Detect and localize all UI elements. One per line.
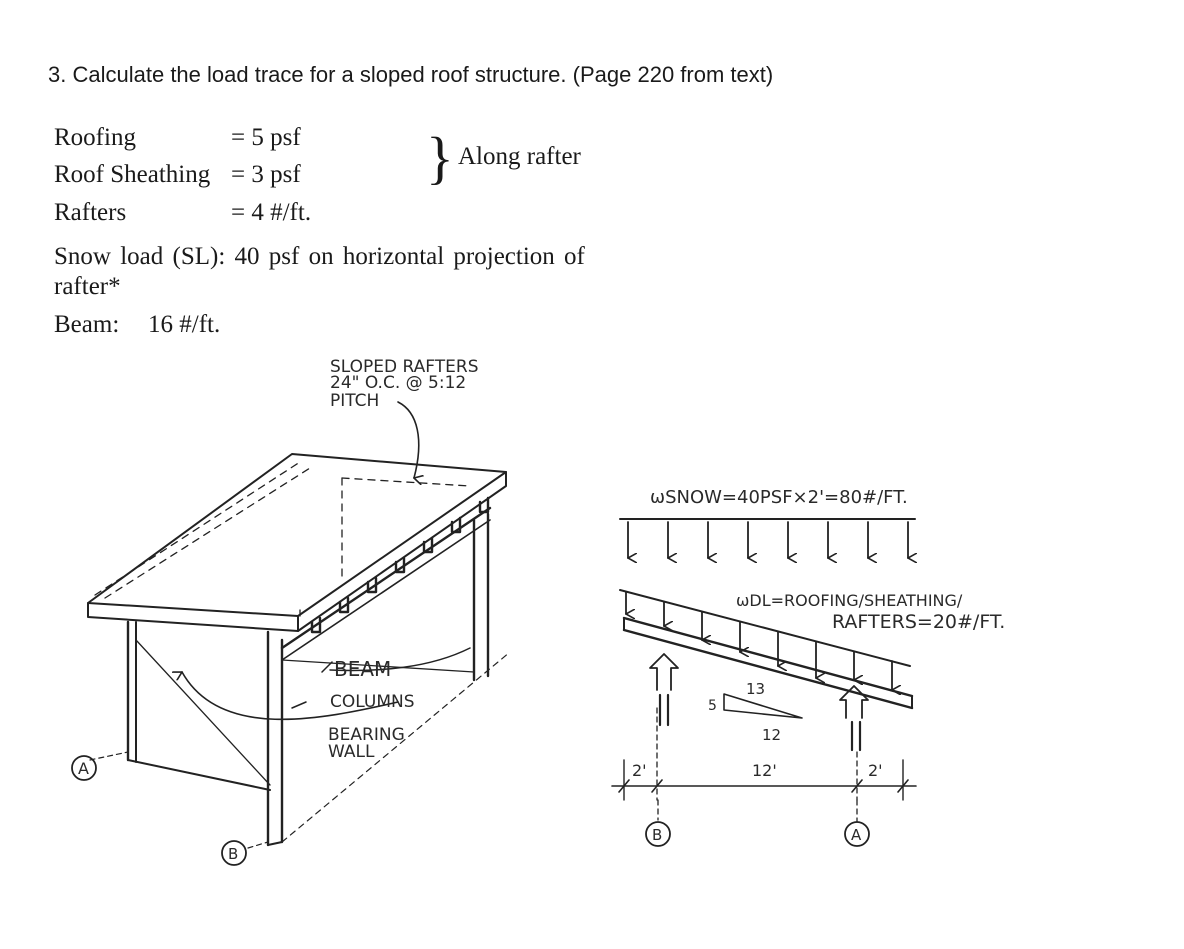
columns-sketch-label: COLUMNS [330, 692, 415, 712]
rafter-note-line1: SLOPED RAFTERS [330, 357, 479, 377]
dead-load-label-line1: ωDL=ROOFING/SHEATHING/ [736, 591, 963, 610]
slope-run-label: 12 [762, 726, 782, 744]
load-rafters-name: Rafters [54, 199, 127, 226]
load-sheathing-value: = 3 psf [231, 161, 301, 188]
load-roofing-value: = 5 psf [231, 124, 301, 151]
roof-slab [88, 454, 506, 616]
beam-line [282, 508, 490, 648]
grid-line-b [248, 842, 268, 848]
rafter-note-line2: 24" O.C. @ 5:12 [330, 373, 467, 393]
reaction-arrow-b [650, 654, 678, 690]
hidden-lines [95, 462, 470, 616]
dead-load-label-line2: RAFTERS=20#/FT. [832, 611, 1006, 633]
rafter-note-line3: PITCH [330, 391, 380, 411]
beam-value: 16 #/ft. [148, 311, 221, 338]
dim-right-label: 2' [868, 761, 883, 780]
snow-arrows [628, 522, 908, 558]
beam-sketch-label: BEAM [334, 657, 392, 681]
dim-mid-label: 12' [752, 761, 777, 780]
snow-load-line1: Snow load (SL): 40 psf on horizontal projection of [54, 243, 585, 270]
slope-rise-label: 5 [708, 698, 717, 714]
grid-a-load-label: A [851, 826, 862, 844]
grid-b-load-label: B [652, 826, 663, 844]
grid-b-iso-label: B [228, 845, 239, 863]
isometric-roof-sketch [72, 402, 510, 865]
brace-symbol: } [426, 125, 454, 190]
question-reference: (Page 220 from text) [572, 62, 774, 87]
load-sheathing-name: Roof Sheathing [54, 161, 211, 188]
question-number: 3. [48, 62, 67, 87]
snow-load-line2: rafter* [54, 273, 121, 300]
load-roofing-name: Roofing [54, 124, 136, 151]
grid-line-a [90, 752, 128, 760]
bearing-wall-line1: BEARING [328, 725, 405, 745]
load-rafters-value: = 4 #/ft. [231, 199, 312, 226]
grid-a-iso-label: A [78, 759, 89, 778]
slope-hyp-label: 13 [746, 680, 766, 698]
rafter-leader [398, 402, 419, 478]
snow-load-label: ωSNOW=40PSF×2'=80#/FT. [650, 487, 908, 508]
question-text: Calculate the load trace for a sloped roof structure. [72, 62, 567, 87]
roof-slab-edge [88, 603, 298, 631]
bearing-wall-line2: WALL [328, 742, 375, 762]
along-rafter-note: Along rafter [458, 143, 581, 170]
beam-label: Beam: [54, 311, 120, 338]
dim-left-label: 2' [632, 761, 647, 780]
